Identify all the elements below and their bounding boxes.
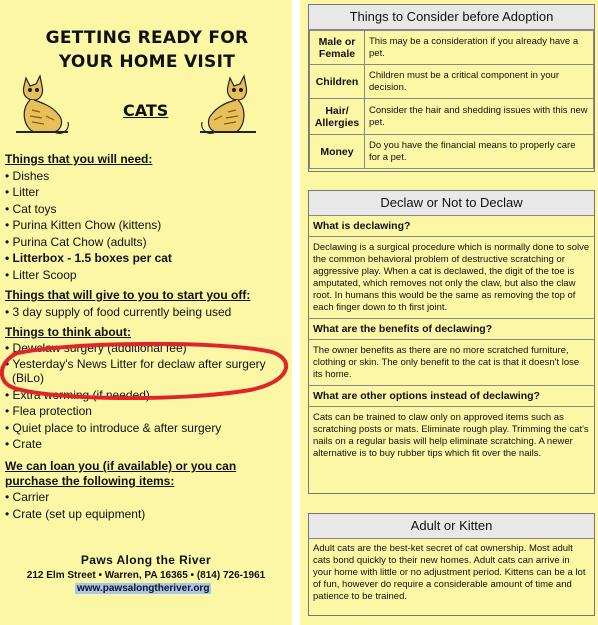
title-line-1: GETTING READY FOR [45,28,249,48]
need-heading: Things that you will need: [5,152,153,166]
row-key: Hair/ Allergies [310,99,365,135]
table-row [310,135,594,169]
row-value: Do you have the financial means to properly care for a pet. [365,135,594,169]
list-item: • Quiet place to introduce & after surgery [5,421,222,435]
list-item: • Litter Scoop [5,268,77,282]
cat-illustration-left [10,70,74,140]
adoption-box [308,4,595,172]
list-item: • Flea protection [5,404,92,418]
org-name: Paws Along the River [80,553,212,567]
table-row [310,99,594,135]
list-item: (BiLo) [12,371,45,385]
row-key: Children [310,65,365,99]
declaw-question-1: What is declawing? [309,216,594,237]
list-item: • Dewclaw surgery (additional fee) [5,341,187,355]
declaw-question-3: What are other options instead of declawing? [309,386,594,407]
declaw-title: Declaw or Not to Declaw [309,191,594,216]
give-heading: Things that will give to you to start you off: [5,288,251,302]
org-address: 212 Elm Street • Warren, PA 16365 • (814) 726-1961 [26,570,266,581]
declaw-question-2: What are the benefits of declawing? [309,319,594,340]
list-item: • 3 day supply of food currently being used [5,305,232,319]
adult-kitten-text: Adult cats are the best-ket secret of cat ownership. Most adult cats bond quickly to their new homes. Adult cats can arrive in your home with little or no adjustment period. Kittens can be a lot of fun, however do require a considerable amount of time and patience to be trained. [313,543,586,602]
list-item: • Cat toys [5,202,57,216]
table-row [310,31,594,65]
list-item: • Yesterday's News Litter for declaw after surgery [5,357,266,371]
table-row [310,65,594,99]
loan-heading-1: We can loan you (if available) or you can [5,459,237,473]
row-key: Money [310,135,365,169]
row-value: Consider the hair and shedding issues with this new pet. [365,99,594,135]
declaw-box [308,190,595,494]
list-item: • Purina Kitten Chow (kittens) [5,218,162,232]
declaw-answer-1: Declawing is a surgical procedure which is normally done to solve the common behavioral problem of destructive scratching or aggressive play. When a cat is declawed, the digit of the toe is amputated, which removes not only the claw, but also the claw root. In humans this would be the same as removing the top of each finger down to th first joint. [309,237,594,319]
cats-heading: CATS [123,101,169,120]
list-item: • Dishes [5,169,50,183]
loan-heading-2: purchase the following items: [5,474,175,488]
cat-illustration-right [196,70,260,140]
list-item: • Purina Cat Chow (adults) [5,235,147,249]
column-divider [292,0,300,625]
left-column [0,0,292,625]
adoption-table [309,30,594,169]
right-column [300,0,598,625]
list-item: • Extra worming (if needed) [5,388,150,402]
list-item: • Crate (set up equipment) [5,507,146,521]
title-line-2: YOUR HOME VISIT [58,52,236,72]
think-heading: Things to think about: [5,325,131,339]
row-value: Children must be a critical component in your decision. [365,65,594,99]
row-value: This may be a consideration if you already have a pet. [365,31,594,65]
website-link[interactable]: www.pawsalongtheriver.org [77,583,210,594]
adoption-title: Things to Consider before Adoption [309,5,594,30]
list-item: • Carrier [5,490,50,504]
list-item: • Crate [5,437,42,451]
row-key: Male or Female [310,31,365,65]
page-title [18,26,276,74]
list-item: • Litter [5,185,40,199]
list-item: • Litterbox - 1.5 boxes per cat [5,251,172,265]
declaw-answer-3: Cats can be trained to claw only on approved items such as scratching posts or mats. Eliminate rough play. Trimming the cat's nails on a regular basis will help eliminate scratching. A newer alternative is to buy rubber tips which fit over the nails. [313,412,589,459]
adult-kitten-box [308,513,595,616]
adult-kitten-title: Adult or Kitten [309,514,594,539]
declaw-answer-2: The owner benefits as there are no more scratched furniture, clothing or skin. The only benefit to the cat is that it doesn't lose its home. [309,340,594,386]
